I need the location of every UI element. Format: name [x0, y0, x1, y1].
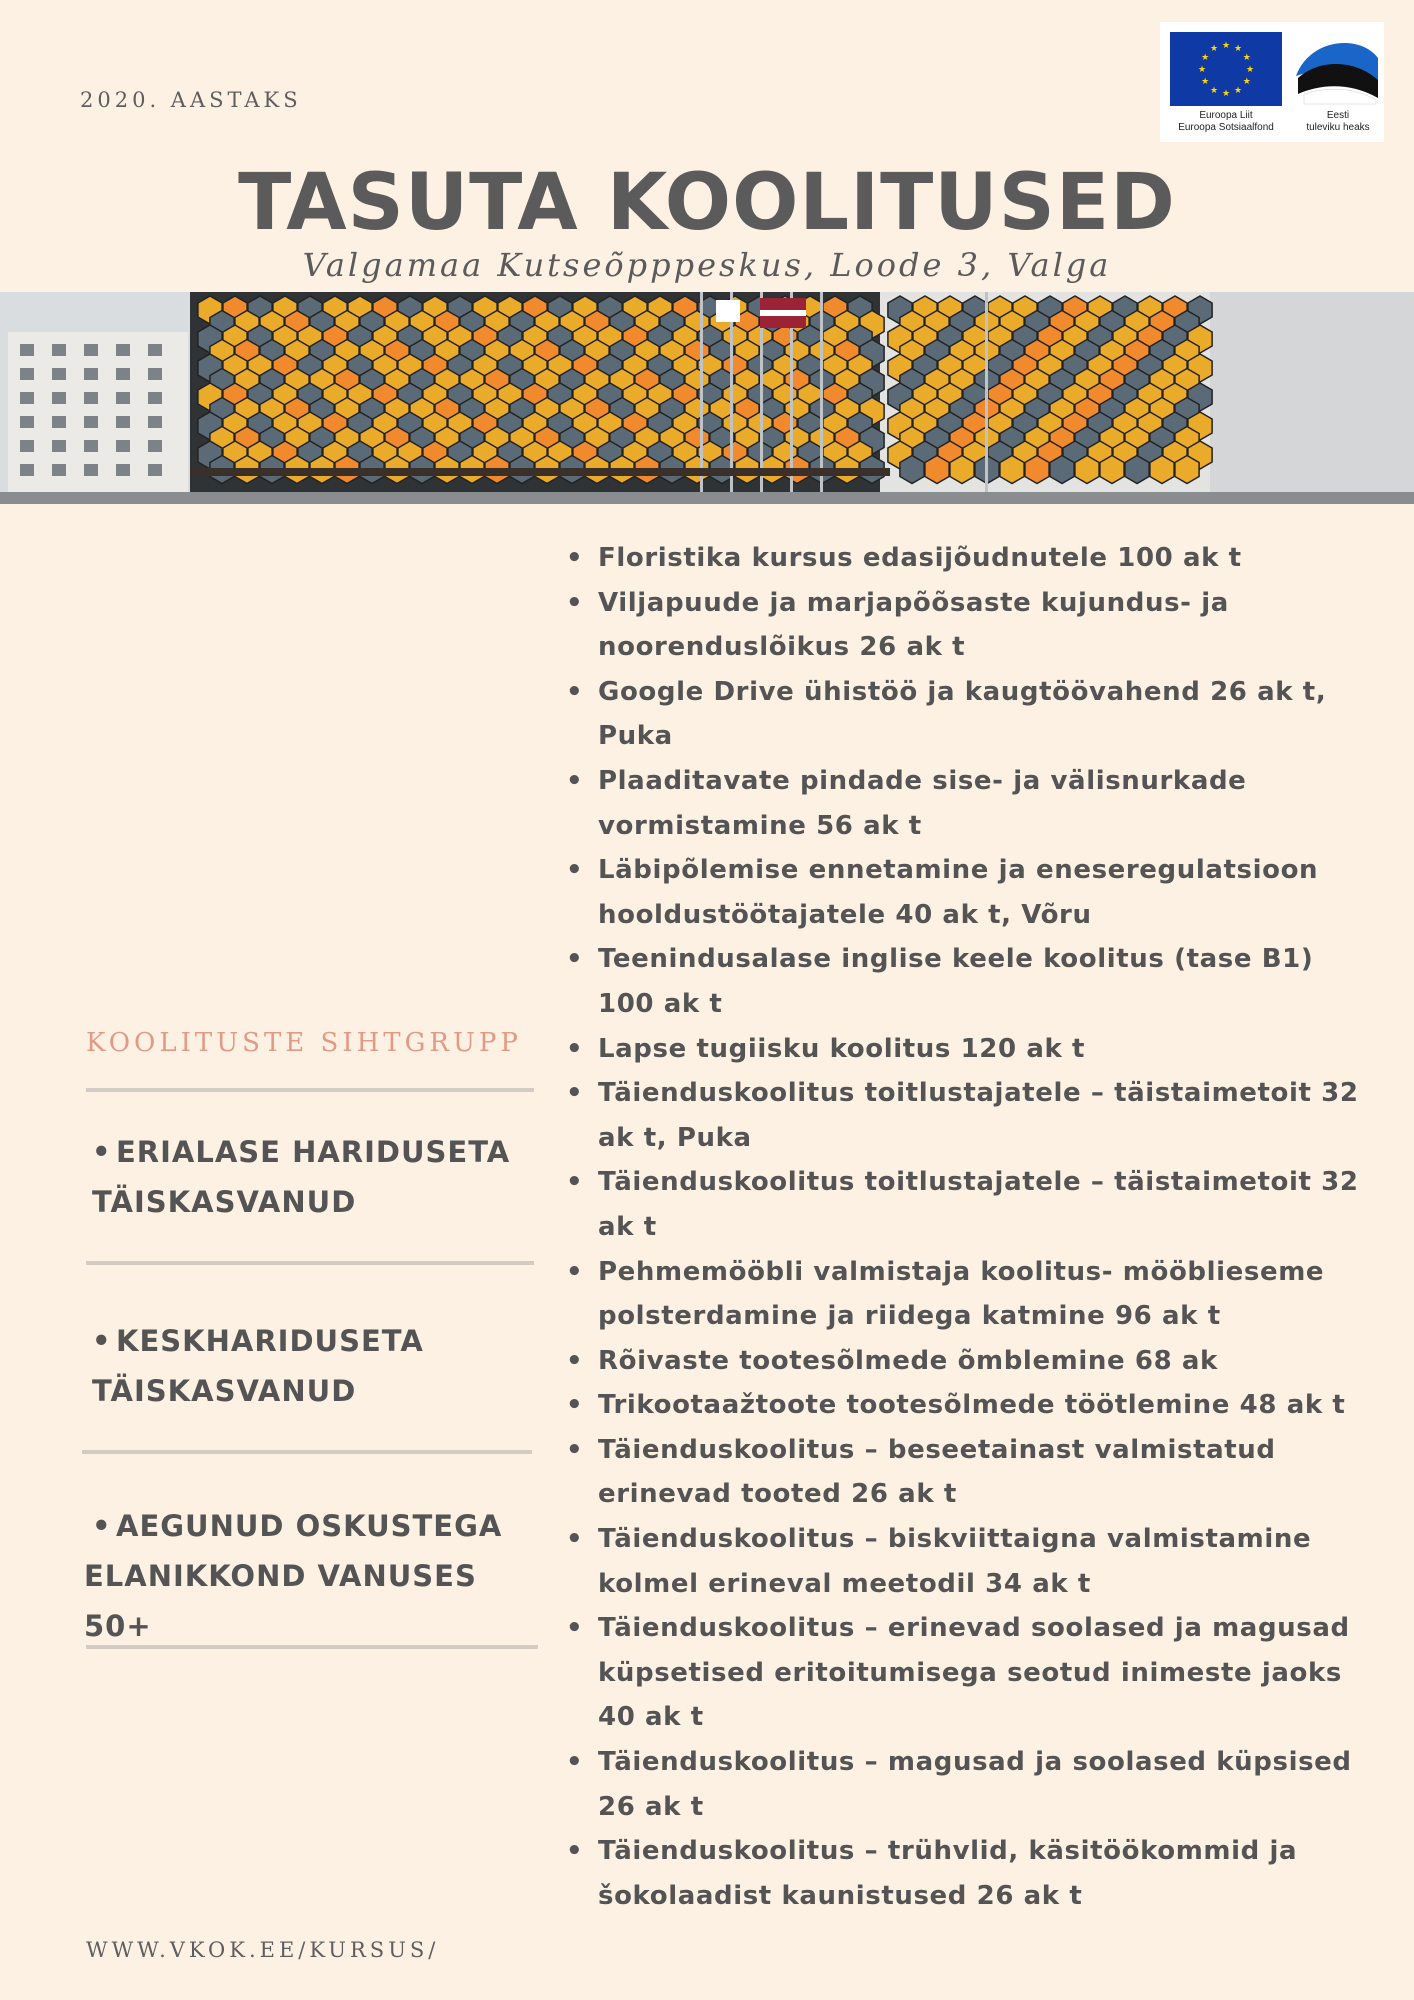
course-item: • Täienduskoolitus – biskviittaigna valmistamine kolmel erineval meetodil 34 ak t [566, 1517, 1414, 1606]
hexagon-panel [950, 456, 974, 484]
eu-star-icon: ★ [1221, 89, 1231, 99]
eu-star-icon: ★ [1245, 65, 1255, 75]
course-item: • Täienduskoolitus – magusad ja soolased küpsised 26 ak t [566, 1740, 1414, 1829]
window [148, 392, 162, 404]
hexagon-panel [1075, 456, 1099, 484]
ee-caption-line2: tuleviku heaks [1306, 122, 1370, 133]
hexagon-panel [1125, 456, 1149, 484]
course-item: • Täienduskoolitus – erinevad soolased ja magusad küpsetised eritoitumisega seotud inimeste jaoks 40 ak t [566, 1606, 1414, 1740]
window [84, 440, 98, 452]
page-subtitle: Valgamaa Kutseõpppeskus, Loode 3, Valga [302, 246, 1112, 284]
eu-star-icon: ★ [1233, 44, 1243, 55]
audience-item: • KESKHARIDUSETA TÄISKASVANUD [84, 1316, 534, 1416]
eu-caption-line1: Euroopa Liit [1199, 110, 1253, 121]
ground [0, 492, 1414, 504]
eu-flag-icon [1170, 32, 1282, 106]
eu-caption-line2: Euroopa Sotsiaalfond [1178, 122, 1274, 133]
window [20, 440, 34, 452]
audience-item-line: TÄISKASVANUD [92, 1374, 357, 1408]
window [116, 416, 130, 428]
audience-item: • AEGUNUD OSKUSTEGA ELANIKKOND VANUSES 50+ [84, 1501, 534, 1651]
course-item: • Täienduskoolitus – trühvlid, käsitöökommid ja šokolaadist kaunistused 26 ak t [566, 1829, 1414, 1918]
eu-caption [1164, 110, 1288, 134]
ee-caption-line1: Eesti [1326, 110, 1350, 121]
window [52, 464, 66, 476]
audience-item-line: KESKHARIDUSETA [116, 1324, 424, 1358]
audience-item-line: AEGUNUD OSKUSTEGA [116, 1509, 503, 1543]
eu-star-icon: ★ [1209, 85, 1219, 96]
window [84, 392, 98, 404]
window [148, 368, 162, 380]
year-label: 2020. AASTAKS [80, 88, 302, 112]
course-item: • Trikootaažtoote tootesõlmede töötlemine 48 ak t [566, 1383, 1414, 1428]
eu-star-icon: ★ [1197, 65, 1207, 75]
audience-item-line: ELANIKKOND VANUSES [84, 1559, 477, 1593]
window [20, 416, 34, 428]
hexagon-panel [925, 456, 949, 484]
hexagon-panel [1025, 456, 1049, 484]
window [20, 368, 34, 380]
course-item: • Viljapuude ja marjapõõsaste kujundus- ja noorenduslõikus 26 ak t [566, 581, 1414, 670]
window [84, 464, 98, 476]
course-item: • Läbipõlemise ennetamine ja eneseregulatsioon hooldustöötajatele 40 ak t, Võru [566, 848, 1414, 937]
divider [82, 1450, 532, 1454]
course-item: • Pehmemööbli valmistaja koolitus- mööblieseme polsterdamine ja riidega katmine 96 ak t [566, 1250, 1414, 1339]
window [116, 392, 130, 404]
window [20, 392, 34, 404]
flag-pole [985, 292, 988, 504]
course-item: • Täienduskoolitus – beseetainast valmistatud erinevad tooted 26 ak t [566, 1428, 1414, 1517]
window [52, 344, 66, 356]
window [116, 464, 130, 476]
audience-item-line: 50+ [84, 1609, 152, 1643]
course-item: • Plaaditavate pindade sise- ja välisnurkade vormistamine 56 ak t [566, 759, 1414, 848]
divider [86, 1645, 538, 1649]
window [148, 440, 162, 452]
course-list [566, 536, 1414, 1918]
course-item: • Floristika kursus edasijõudnutele 100 ak t [566, 536, 1414, 581]
window [20, 464, 34, 476]
eu-star-icon: ★ [1242, 53, 1251, 63]
flag-stripe [760, 310, 806, 316]
audience-item-line: ERIALASE HARIDUSETA [116, 1135, 511, 1169]
course-item: • Google Drive ühistöö ja kaugtöövahend 26 ak t, Puka [566, 670, 1414, 759]
flag [716, 300, 740, 322]
hexagon-panel [1100, 456, 1124, 484]
audience-item: • ERIALASE HARIDUSETA TÄISKASVANUD [84, 1127, 534, 1227]
window [20, 344, 34, 356]
hexagon-panel [1050, 456, 1074, 484]
window [148, 416, 162, 428]
course-item: • Rõivaste tootesõlmede õmblemine 68 ak [566, 1339, 1414, 1384]
window [116, 440, 130, 452]
hexagon-panel [1150, 456, 1174, 484]
hexagon-panel [1000, 456, 1024, 484]
course-item: • Täienduskoolitus toitlustajatele – täistaimetoit 32 ak t, Puka [566, 1071, 1414, 1160]
divider [86, 1261, 534, 1265]
hexagon-panel [1175, 456, 1199, 484]
course-item: • Teenindusalase inglise keele koolitus (tase B1) 100 ak t [566, 937, 1414, 1026]
window [52, 416, 66, 428]
audience-item-line: TÄISKASVANUD [92, 1185, 357, 1219]
course-item: • Lapse tugiisku koolitus 120 ak t [566, 1027, 1414, 1072]
window [116, 368, 130, 380]
window [116, 344, 130, 356]
building-photo [0, 292, 1414, 504]
divider [86, 1088, 534, 1092]
window [84, 416, 98, 428]
wall-panel [1210, 292, 1414, 504]
eu-star-icon: ★ [1233, 85, 1243, 96]
eu-star-icon: ★ [1221, 41, 1231, 51]
window [52, 392, 66, 404]
eu-star-icon: ★ [1242, 77, 1251, 87]
window [148, 464, 162, 476]
hexagon-panel [900, 456, 924, 484]
window [52, 368, 66, 380]
website-link[interactable]: WWW.VKOK.EE/KURSUS/ [86, 1938, 440, 1962]
window [84, 344, 98, 356]
window [148, 344, 162, 356]
ee-caption [1296, 110, 1380, 134]
window [52, 440, 66, 452]
sponsor-logos [1160, 22, 1384, 142]
eu-star-icon: ★ [1201, 53, 1210, 63]
estonia-logo-icon [1290, 28, 1382, 108]
window [84, 368, 98, 380]
course-item: • Täienduskoolitus toitlustajatele – täistaimetoit 32 ak t [566, 1160, 1414, 1249]
canopy [190, 468, 890, 476]
eu-star-icon: ★ [1209, 44, 1219, 55]
page-title: TASUTA KOOLITUSED [238, 158, 1176, 248]
eu-star-icon: ★ [1201, 77, 1210, 87]
audience-heading: KOOLITUSTE SIHTGRUPP [86, 1028, 522, 1058]
